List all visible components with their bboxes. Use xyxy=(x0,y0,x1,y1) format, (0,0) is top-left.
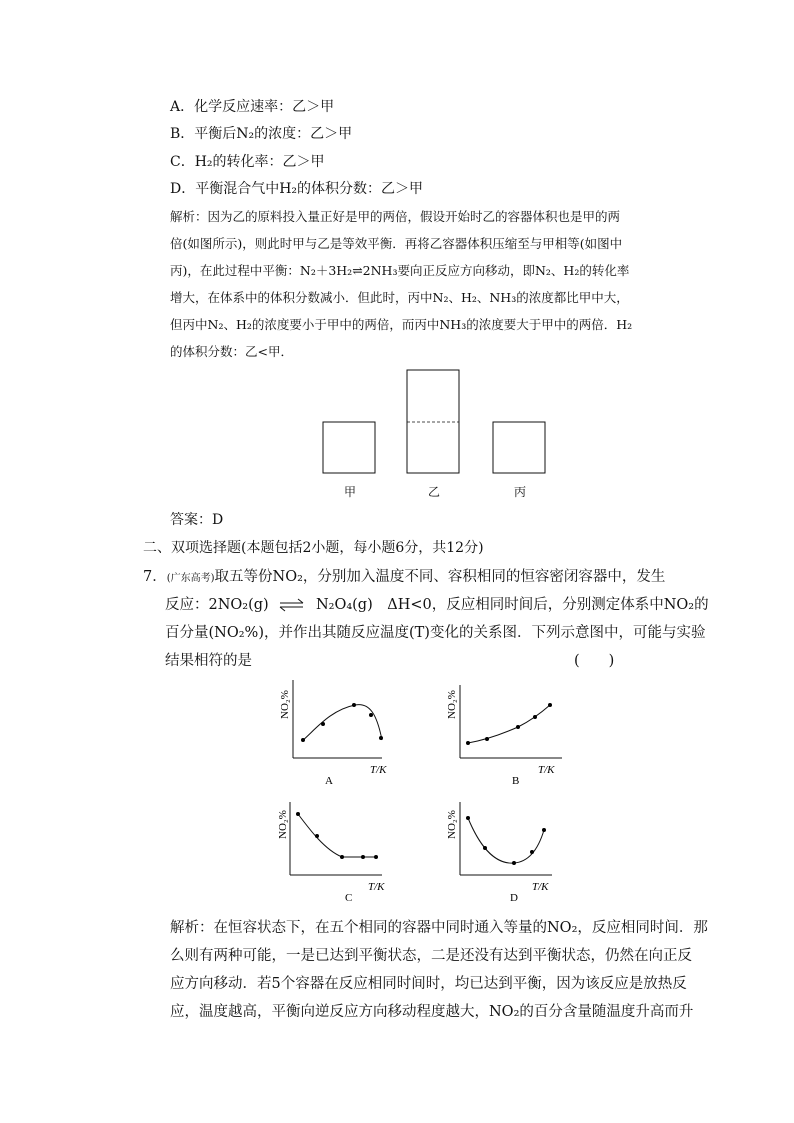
explanation1-line: 但丙中N₂、H₂的浓度要小于甲中的两倍，而丙中NH₃的浓度要大于甲中的两倍．H₂ xyxy=(170,317,633,332)
graph-c-point xyxy=(361,855,365,859)
q7-line3: 百分量(NO₂%)，并作出其随反应温度(T)变化的关系图．下列示意图中，可能与实验 xyxy=(165,625,706,641)
graph-d-xlabel: T/K xyxy=(532,881,549,893)
option-d: D．平衡混合气中H₂的体积分数：乙＞甲 xyxy=(170,181,424,197)
container-jia xyxy=(323,422,375,473)
graph-a xyxy=(279,680,387,787)
graph-c xyxy=(277,802,385,904)
graph-a-point xyxy=(369,713,373,717)
graph-b xyxy=(446,685,562,787)
explanation1-line: 的体积分数：乙<甲． xyxy=(170,344,293,359)
graph-c-curve xyxy=(298,814,376,857)
graph-panel xyxy=(270,680,580,910)
graph-b-point xyxy=(548,703,552,707)
graph-a-point xyxy=(352,703,356,707)
graph-d-ylabel: NO₂% xyxy=(446,810,458,839)
explanation2-line: 么则有两种可能，一是已达到平衡状态，二是还没有达到平衡状态，仍然在向正反 xyxy=(170,948,692,964)
graph-d-curve xyxy=(468,818,544,863)
explanation1-line: 增大，在体系中的体积分数减小．但此时，丙中N₂、H₂、NH₃的浓度都比甲中大， xyxy=(170,290,629,305)
answer-bracket: ( ) xyxy=(574,653,615,669)
section-heading: 二、双项选择题(本题包括2小题，每小题6分，共12分) xyxy=(143,540,484,556)
graph-d xyxy=(446,802,552,904)
graph-d-point xyxy=(512,861,516,865)
explanation2-line: 解析：在恒容状态下，在五个相同的容器中同时通入等量的NO₂，反应相同时间．那 xyxy=(170,920,708,936)
option-c: C．H₂的转化率：乙＞甲 xyxy=(170,154,325,170)
graph-d-point xyxy=(466,816,470,820)
graph-c-point xyxy=(340,855,344,859)
graph-a-ylabel: NO₂% xyxy=(279,690,291,719)
graph-b-xlabel: T/K xyxy=(538,764,555,776)
q7-line1: 取五等份NO₂，分别加入温度不同、容积相同的恒容密闭容器中，发生 xyxy=(214,569,666,585)
graph-d-point xyxy=(530,850,534,854)
graph-c-point xyxy=(296,812,300,816)
graph-c-label: C xyxy=(345,892,353,904)
explanation1-line: 解析：因为乙的原料投入量正好是甲的两倍，假设开始时乙的容器体积也是甲的两 xyxy=(170,209,621,224)
label-yi: 乙 xyxy=(428,485,441,499)
q7-line4: 结果相符的是 xyxy=(165,653,252,669)
option-b: B．平衡后N₂的浓度：乙＞甲 xyxy=(170,126,353,142)
q7-line2a: 反应：2NO₂(g) xyxy=(165,597,269,613)
explanation2-line: 应方向移动．若5个容器在反应相同时间时，均已达到平衡，因为该反应是放热反 xyxy=(170,976,687,992)
container-yi xyxy=(407,370,459,473)
graph-a-curve xyxy=(302,705,382,741)
container-diagram xyxy=(300,362,570,502)
graph-d-label: D xyxy=(510,892,518,904)
equilibrium-arrow-icon xyxy=(277,596,307,614)
graph-b-label: B xyxy=(512,775,520,787)
graph-b-curve xyxy=(468,705,550,743)
q7-line2b: N₂O₄(g) ΔH<0，反应相同时间后，分别测定体系中NO₂的 xyxy=(315,597,709,613)
graph-c-ylabel: NO₂% xyxy=(277,810,289,839)
graph-b-point xyxy=(533,715,537,719)
graph-b-point xyxy=(466,741,470,745)
q7-number: 7． xyxy=(143,569,167,585)
q7-source: (广东高考) xyxy=(166,573,215,584)
label-bing: 丙 xyxy=(514,485,527,499)
graph-a-point xyxy=(301,738,305,742)
graph-a-xlabel: T/K xyxy=(370,764,387,776)
option-a: A．化学反应速率：乙＞甲 xyxy=(170,99,335,115)
answer: 答案：D xyxy=(170,512,224,528)
explanation1-line: 丙)，在此过程中平衡：N₂＋3H₂⇌2NH₃要向正反应方向移动，即N₂、H₂的转化率 xyxy=(170,263,630,278)
graph-b-point xyxy=(485,737,489,741)
graph-d-point xyxy=(483,846,487,850)
graph-a-point xyxy=(321,722,325,726)
graph-c-point xyxy=(374,855,378,859)
explanation2-line: 应，温度越高，平衡向逆反应方向移动程度越大，NO₂的百分含量随温度升高而升 xyxy=(170,1004,694,1020)
container-bing xyxy=(493,422,545,473)
graph-a-label: A xyxy=(325,775,333,787)
graph-a-point xyxy=(379,736,383,740)
graph-d-point xyxy=(542,828,546,832)
graph-c-point xyxy=(315,834,319,838)
label-jia: 甲 xyxy=(344,485,357,499)
graph-c-xlabel: T/K xyxy=(368,881,385,893)
graph-b-ylabel: NO₂% xyxy=(446,690,458,719)
explanation1-line: 倍(如图所示)，则此时甲与乙是等效平衡．再将乙容器体积压缩至与甲相等(如图中 xyxy=(170,236,623,251)
graph-b-point xyxy=(516,725,520,729)
